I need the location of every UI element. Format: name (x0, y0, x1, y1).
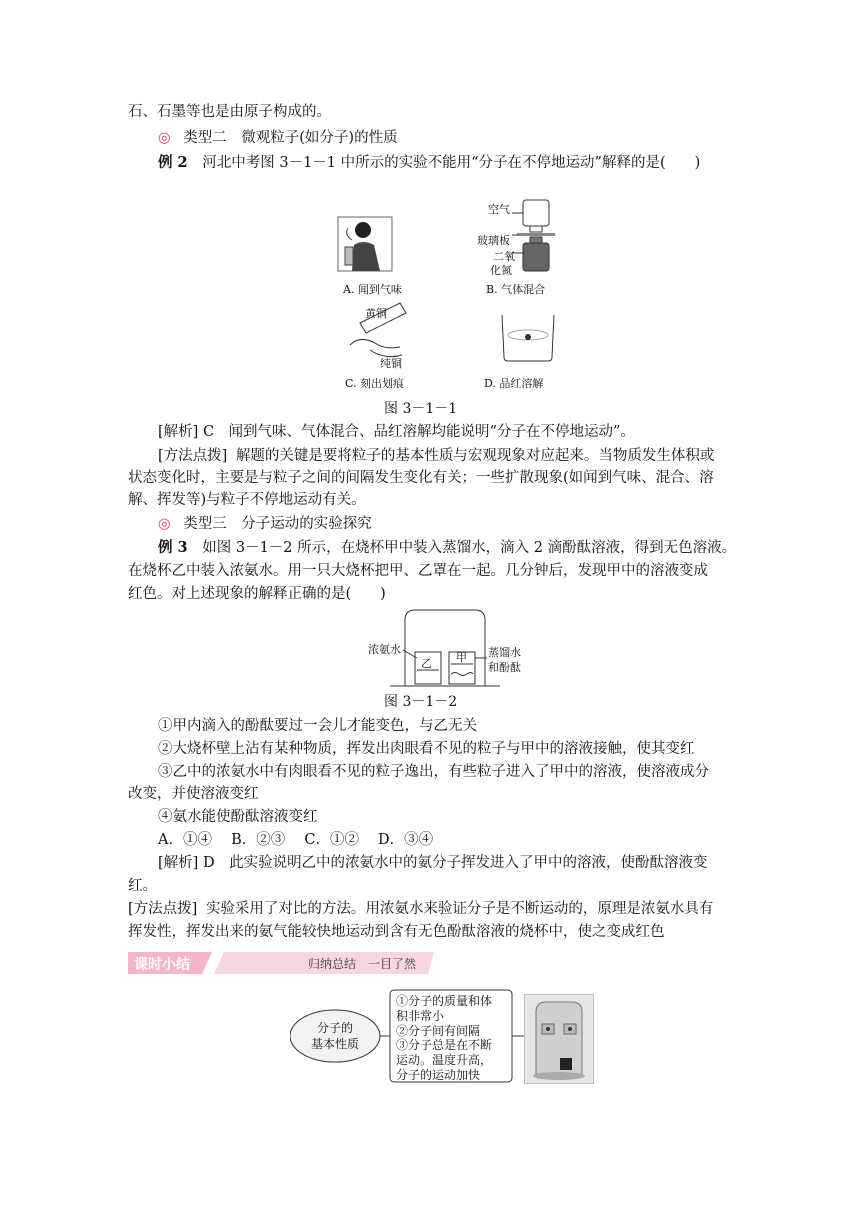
option-3-cont: 改变，并使溶液变红 (128, 786, 259, 802)
type3-title: 类型三 分子运动的实验探究 (183, 516, 372, 532)
example2-method-line-3: 解、挥发等)与粒子不停地运动有关。 (128, 492, 366, 508)
analysis-text: D 此实验说明乙中的浓氨水中的氨分子挥发进入了甲中的溶液，使酚酞溶液变 (202, 855, 708, 871)
example2-method-line-1 (158, 446, 714, 466)
summary-box-line: 运动。温度升高， (396, 1053, 493, 1068)
example3-analysis-line-2: 红。 (128, 878, 157, 894)
example3-line-3: 红色。对上述现象的解释正确的是( ) (128, 586, 386, 602)
method-text: 实验采用了对比的方法。用浓氨水来验证分子是不断运动的，原理是浓氨水具有 (205, 901, 714, 917)
example2-analysis (158, 422, 635, 442)
summary-box-line: ①分子的质量和体 (396, 994, 493, 1008)
example2-question (158, 153, 700, 173)
example3-method-line-1 (128, 899, 713, 919)
figure-b-air-label: 空气 (488, 203, 510, 216)
method-text: 解题的关键是要将粒子的基本性质与宏观现象对应起来。当物质发生体积或 (235, 448, 715, 464)
figure-3-1-2-caption: 图 3－1－2 (384, 694, 458, 710)
example2-label: 例 2 (158, 154, 188, 171)
summary-title: 课时小结 (134, 957, 190, 973)
summary-oval-line-1: 分子的 (316, 1021, 353, 1035)
analysis-tag: [解析] (158, 855, 199, 871)
figure-water-label-1: 蒸馏水 (488, 646, 521, 659)
figure-b-caption: B. 气体混合 (486, 283, 546, 296)
answer-choices: A．①④ B．②③ C．①② D．③④ (158, 832, 434, 848)
example3-line-1 (158, 538, 736, 558)
target-icon: ◎ (158, 515, 171, 532)
figure-a-caption: A. 闻到气味 (343, 283, 402, 296)
example3-label: 例 3 (158, 539, 188, 556)
summary-box-line: ②分子间有间隔 (396, 1023, 481, 1038)
type2-header (158, 128, 398, 148)
type2-title: 类型二 微观粒子(如分子)的性质 (183, 130, 398, 146)
experiment-photo (524, 994, 594, 1084)
summary-box-line: ③分子总是在不断 (396, 1038, 493, 1053)
option-1: ①甲内滴入的酚酞要过一会儿才能变色，与乙无关 (158, 718, 477, 734)
figure-beaker-jia-label: 甲 (456, 651, 467, 664)
summary-slogan: 归纳总结 一目了然 (308, 957, 417, 971)
summary-box-line: 分子的运动加快 (396, 1067, 481, 1082)
figure-b-no2-label-2: 化氮 (490, 264, 512, 277)
summary-box (396, 994, 492, 1083)
figure-b-glass-label: 玻璃板 (477, 234, 510, 247)
method-tag: [方法点拨] (128, 901, 198, 917)
figure-b-gas-mixing (512, 200, 555, 271)
intro-line: 石、石墨等也是由原子构成的。 (128, 104, 331, 120)
analysis-text: C 闻到气味、气体混合、品红溶解均能说明“分子在不停地运动”。 (202, 424, 635, 440)
figure-beaker-yi-label: 乙 (421, 657, 432, 670)
option-2: ②大烧杯壁上沾有某种物质，挥发出肉眼看不见的粒子与甲中的溶液接触，使其变红 (158, 741, 695, 757)
example3-analysis-line-1 (158, 853, 708, 873)
figure-d-caption: D. 品红溶解 (484, 377, 544, 390)
example3-method-line-2: 挥发性，挥发出来的氨气能较快地运动到含有无色酚酞溶液的烧杯中，使之变成红色 (128, 924, 665, 940)
example3-line-2: 在烧杯乙中装入浓氨水。用一只大烧杯把甲、乙罩在一起。几分钟后，发现甲中的溶液变成 (128, 563, 708, 579)
option-3: ③乙中的浓氨水中有肉眼看不见的粒子逸出，有些粒子进入了甲中的溶液，使溶液成分 (158, 764, 709, 780)
option-4: ④氨水能使酚酞溶液变红 (158, 809, 318, 825)
figure-c-brass-label: 黄铜 (365, 307, 387, 320)
summary-oval (300, 1020, 370, 1052)
figure-3-1-1-caption: 图 3－1－1 (384, 401, 458, 417)
example2-text: 河北中考图 3－1－1 中所示的实验不能用“分子在不停地运动”解释的是( ) (202, 155, 701, 171)
type3-header (158, 514, 372, 534)
example3-text: 如图 3－1－2 所示，在烧杯甲中装入蒸馏水，滴入 2 滴酚酞溶液，得到无色溶液。 (202, 540, 737, 556)
figure-b-no2-label-1: 二氧 (493, 250, 515, 263)
summary-box-line: 积非常小 (396, 1008, 445, 1023)
figure-water-label-2: 和酚酞 (488, 661, 521, 674)
example2-method-line-2: 状态变化时，主要是与粒子之间的间隔发生变化有关；一些扩散现象(如闻到气味、混合、溶 (128, 470, 714, 486)
method-tag: [方法点拨] (158, 448, 228, 464)
analysis-tag: [解析] (158, 424, 199, 440)
target-icon: ◎ (158, 129, 171, 146)
figure-c-copper-label: 纯铜 (380, 357, 402, 370)
summary-oval-line-2: 基本性质 (310, 1037, 359, 1051)
figure-ammonia-label: 浓氨水 (368, 643, 401, 656)
summary-banner (128, 952, 434, 974)
figure-d-beaker (502, 315, 554, 361)
figure-c-caption: C. 刻出划痕 (345, 377, 405, 390)
figure-a-smell (338, 217, 392, 271)
